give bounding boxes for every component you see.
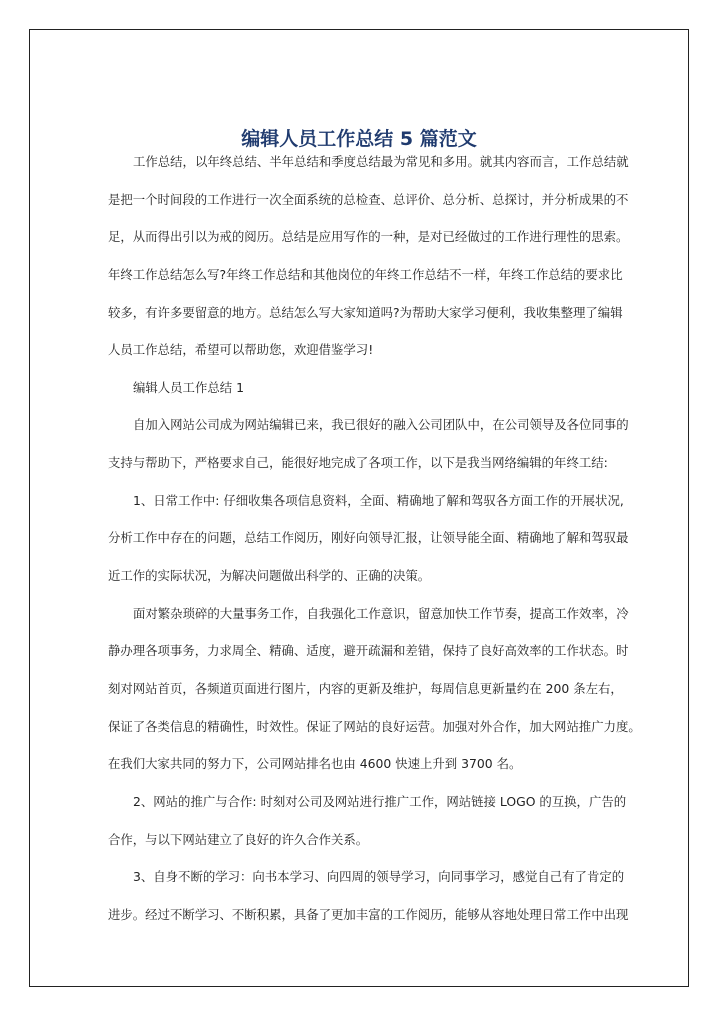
- text-line: 1、日常工作中: 仔细收集各项信息资料，全面、精确地了解和驾驭各方面工作的开展状况,: [133, 492, 624, 508]
- text-line: 足，从而得出引以为戒的阅历。总结是应用写作的一种，是对已经做过的工作进行理性的思索。: [108, 229, 629, 245]
- text-line: 较多，有许多要留意的地方。总结怎么写大家知道吗?为帮助大家学习便利，我收集整理了编辑: [108, 304, 623, 320]
- text-line: 2、网站的推广与合作: 时刻对公司及网站进行推广工作，网站链接 LOGO 的互换，广告的: [133, 793, 627, 809]
- text-line: 人员工作总结，希望可以帮助您，欢迎借鉴学习!: [108, 342, 374, 358]
- paragraph: [108, 406, 629, 481]
- text-line: 近工作的实际状况，为解决问题做出科学的、正确的决策。: [108, 568, 431, 584]
- document-body: [108, 143, 641, 933]
- section-heading: [108, 369, 613, 407]
- text-line: 在我们大家共同的努力下，公司网站排名也由 4600 快速上升到 3700 名。: [108, 756, 522, 772]
- paragraph: [108, 143, 629, 369]
- text-line: 保证了各类信息的精确性，时效性。保证了网站的良好运营。加强对外合作，加大网站推广力度。: [108, 718, 641, 734]
- text-line: 自加入网站公司成为网站编辑已来，我已很好的融入公司团队中，在公司领导及各位同事的: [133, 417, 629, 433]
- paragraph: [108, 482, 629, 595]
- text-line: 分析工作中存在的问题，总结工作阅历，刚好向领导汇报，让领导能全面、精确地了解和驾驭最: [108, 530, 629, 546]
- text-line: 进步。经过不断学习、不断积累，具备了更加丰富的工作阅历，能够从容地处理日常工作中出现: [108, 906, 629, 922]
- text-line: 静办理各项事务，力求周全、精确、适度，避开疏漏和差错，保持了良好高效率的工作状态。时: [108, 643, 629, 659]
- text-line: 年终工作总结怎么写?年终工作总结和其他岗位的年终工作总结不一样，年终工作总结的要求比: [108, 266, 623, 282]
- text-line: 合作，与以下网站建立了良好的许久合作关系。: [108, 831, 369, 847]
- text-line: 是把一个时间段的工作进行一次全面系统的总检查、总评价、总分析、总探讨，并分析成果的不: [108, 191, 629, 207]
- text-line: 工作总结，以年终总结、半年总结和季度总结最为常见和多用。就其内容而言，工作总结就: [133, 154, 629, 169]
- paragraph: [108, 595, 641, 783]
- text-line: 面对繁杂琐碎的大量事务工作，自我强化工作意识，留意加快工作节奏，提高工作效率，冷: [133, 605, 629, 621]
- text-line: 刻对网站首页，各频道页面进行图片，内容的更新及维护，每周信息更新量约在 200 条左右，: [108, 680, 623, 696]
- paragraph: [108, 858, 629, 933]
- text-line: 3、自身不断的学习：向书本学习、向四周的领导学习，向同事学习，感觉自己有了肯定的: [133, 869, 625, 885]
- text-line: 编辑人员工作总结 1: [133, 379, 244, 395]
- text-line: 支持与帮助下，严格要求自己，能很好地完成了各项工作，以下是我当网络编辑的年终工结:: [108, 455, 608, 471]
- paragraph: [108, 783, 627, 858]
- document-title: 编辑人员工作总结 5 篇范文: [241, 128, 477, 150]
